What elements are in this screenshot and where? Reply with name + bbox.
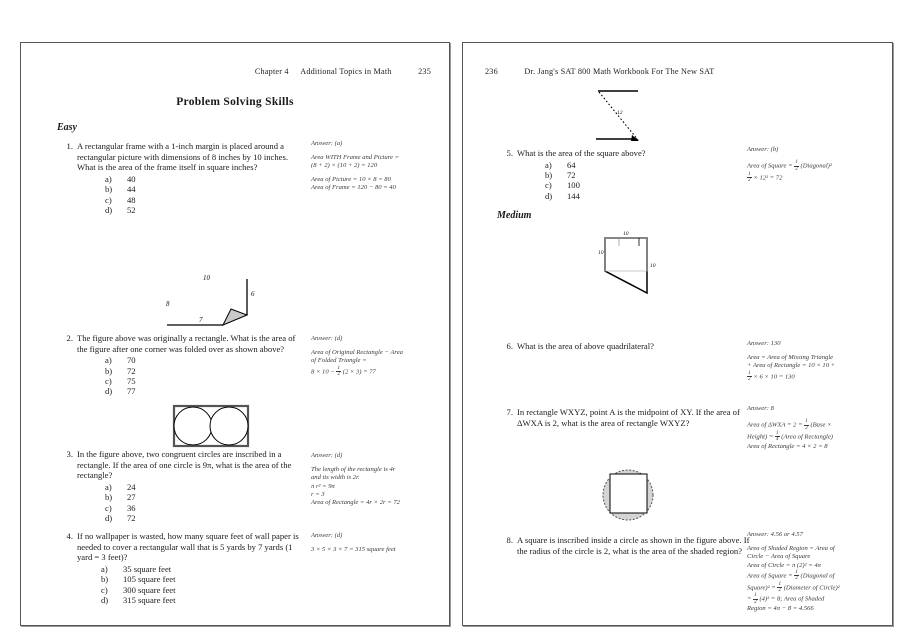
answer-7: Answer: 8 Area of ΔWXA = 2 = $\frac{1}{2}$ (Base × Height) = $\frac{1}{4}$ (Area of Rectangle) Area of Rectangle = 4 × 2 = 8 xyxy=(747,405,887,451)
question-8-stem: A square is inscribed inside a circle as shown in the figure above. If the radius of the circle is 2, what is the area of the shaded region? xyxy=(517,535,750,556)
question-4-number: 4. xyxy=(66,531,73,541)
question-6-stem: What is the area of above quadrilateral? xyxy=(517,341,654,351)
page-236 xyxy=(462,42,893,626)
answer-3: Answer: (d) The length of the rectangle is 4r and its width is 2r. π r² = 9π r = 3 Area of Rectangle = 4r × 2r = 72 xyxy=(311,452,443,507)
choice-b[interactable]: b) 72 xyxy=(105,365,136,376)
answer-7-head: Answer: 8 xyxy=(747,405,774,412)
figure-label-right: 10 xyxy=(650,263,656,269)
question-1-choices xyxy=(105,174,307,216)
section-title: Problem Solving Skills xyxy=(176,96,294,108)
figure-label-top: 10 xyxy=(203,274,210,282)
page-number-left: 235 xyxy=(418,67,431,76)
difficulty-heading-medium: Medium xyxy=(497,210,532,221)
chapter-head: Chapter 4 xyxy=(254,67,289,76)
question-4-choices xyxy=(101,564,309,606)
choice-d[interactable]: d) 77 xyxy=(105,386,136,397)
choice-a[interactable]: a) 64 xyxy=(545,159,576,170)
answer-5 xyxy=(747,146,887,184)
choice-c[interactable]: c) 100 xyxy=(545,180,580,191)
figure-two-circles xyxy=(173,405,253,451)
question-5-stem: What is the area of the square above? xyxy=(517,148,646,158)
figure-folded-rectangle xyxy=(161,271,291,333)
book-title: Dr. Jang's SAT 800 Math Workbook For The New SAT xyxy=(524,67,715,76)
choice-c[interactable]: c) 48 xyxy=(105,194,136,205)
figure-label-right: 6 xyxy=(251,290,255,298)
answer-5-line-1: Area of Square = $\frac{1}{2}$ (Diagonal)² xyxy=(747,159,832,172)
choice-d[interactable]: d) 144 xyxy=(545,190,580,201)
choice-a[interactable]: a) 40 xyxy=(105,173,136,184)
question-7-number: 7. xyxy=(506,407,513,417)
choice-c[interactable]: c) 36 xyxy=(105,502,136,513)
answer-4-head: Answer: (d) xyxy=(311,532,343,539)
answer-5-head: Answer: (b) xyxy=(747,146,779,153)
answer-2: Answer: (d) Area of Original Rectangle − Area of Folded Triangle = 8 × 10 − $\frac{1}{2}$ (2 × 3) = 77 xyxy=(311,335,441,377)
answer-1-head: Answer: (a) xyxy=(311,140,343,147)
answer-2-head: Answer: (d) xyxy=(311,335,343,342)
answer-7-line-2: Height) = $\frac{1}{4}$ (Area of Rectangle) xyxy=(747,430,833,443)
figure-quadrilateral xyxy=(599,229,709,297)
choice-b[interactable]: b) 27 xyxy=(105,492,136,503)
choice-b[interactable]: b) 44 xyxy=(105,184,136,195)
figure-label-bottom: 7 xyxy=(199,316,203,324)
question-7-stem: In rectangle WXYZ, point A is the midpoint of XY. If the area of ΔWXA is 2, what is the area of rectangle WXYZ? xyxy=(517,407,740,428)
answer-6: Answer: 130 Area = Area of Missing Triangle + Area of Rectangle = 10 × 10 + $\frac{1}{2}$ × 6 × 10 = 130 xyxy=(747,340,887,382)
choice-a[interactable]: a) 70 xyxy=(105,355,136,366)
choice-a[interactable]: a) 24 xyxy=(105,481,136,492)
answer-6-fraction-line: $\frac{1}{2}$ × 6 × 10 = 130 xyxy=(748,369,795,383)
answer-4: Answer: (d) 3 × 5 × 3 × 7 = 315 square feet xyxy=(311,532,443,554)
answer-5-line-2: $\frac{1}{2}$ × 12² = 72 xyxy=(748,171,783,184)
answer-6-head: Answer: 130 xyxy=(747,340,781,347)
choice-d[interactable]: d) 52 xyxy=(105,205,136,215)
choice-d[interactable]: d) 72 xyxy=(105,513,136,523)
choice-c[interactable]: c) 300 square feet xyxy=(101,584,176,595)
question-8-number: 8. xyxy=(506,535,513,545)
question-3-choices xyxy=(105,482,309,524)
question-5-choices xyxy=(545,160,757,202)
figure-label-left: 10 xyxy=(598,250,604,256)
question-2-choices xyxy=(105,355,307,397)
choice-b[interactable]: b) 105 square feet xyxy=(101,574,176,585)
question-1-stem: A rectangular frame with a 1-inch margin is placed around a rectangular picture with dimensions of 8 inches by 10 inches. What is the area of the frame itself in square inches? xyxy=(77,141,288,173)
difficulty-heading-easy: Easy xyxy=(57,122,77,133)
answer-7-line-1: Area of ΔWXA = 2 = $\frac{1}{2}$ (Base × xyxy=(747,418,832,431)
question-2-number: 2. xyxy=(66,333,73,343)
answer-2-fraction-line: 8 × 10 − $\frac{1}{2}$ (2 × 3) = 77 xyxy=(311,364,376,378)
question-5-number: 5. xyxy=(506,148,513,158)
choice-a[interactable]: a) 35 square feet xyxy=(101,563,172,574)
question-4-stem: If no wallpaper is wasted, how many square feet of wall paper is needed to cover a rectangular wall that is 5 yards by 7 yards (1 yard = 3 feet)? xyxy=(77,531,299,563)
answer-8-line-4: Area of Square = $\frac{1}{2}$ (Diagonal of xyxy=(747,568,835,582)
answer-8-line-5: Square)² = $\frac{1}{2}$ (Diameter of Circle)² xyxy=(747,580,840,594)
figure-label-left: 8 xyxy=(166,300,170,308)
answer-8: Answer: 4.56 or 4.57 Area of Shaded Region = Area of Circle − Area of Square Area of Circle = π (2)² = 4π Area of Square = $\frac{1}{2}$ (Diagonal of Square)² = $\frac{1}{2}$ (Diameter of Circle)² = $\frac{1}{2}$ (4)² = 8; Area of Shaded Region = 4π − 8 = 4.566 xyxy=(747,531,889,613)
running-head-right xyxy=(485,67,714,76)
answer-3-head: Answer: (d) xyxy=(311,452,343,459)
question-1-number: 1. xyxy=(66,141,73,151)
chapter-title: Additional Topics in Math xyxy=(300,67,392,76)
page-235 xyxy=(20,42,450,626)
page-number-right: 236 xyxy=(485,67,498,76)
choice-d[interactable]: d) 315 square feet xyxy=(101,595,176,605)
question-3-stem: In the figure above, two congruent circles are inscribed in a rectangle. If the area of one circle is 9π, what is the area of the rectangle? xyxy=(77,449,292,481)
question-6-number: 6. xyxy=(506,341,513,351)
answer-8-head: Answer: 4.56 or 4.57 xyxy=(747,531,803,538)
figure-label-diagonal: 12 xyxy=(617,110,623,116)
question-2-stem: The figure above was originally a rectangle. What is the area of the figure after one corner was folded over as shown above? xyxy=(77,333,296,354)
answer-1: Answer: (a) Area WITH Frame and Picture = (8 + 2) × (10 + 2) = 120 Area of Picture = 10 × 8 = 80 Area of Frame = 120 − 80 = 40 xyxy=(311,140,441,192)
figure-circle-square xyxy=(597,465,667,527)
choice-b[interactable]: b) 72 xyxy=(545,170,576,180)
choice-c[interactable]: c) 75 xyxy=(105,376,136,386)
answer-8-line-6: = $\frac{1}{2}$ (4)² = 8; Area of Shaded xyxy=(747,592,825,605)
running-head-left xyxy=(255,67,431,76)
figure-label-top: 10 xyxy=(623,231,629,237)
question-3-number: 3. xyxy=(66,449,73,459)
figure-square-diagonal xyxy=(593,87,693,147)
